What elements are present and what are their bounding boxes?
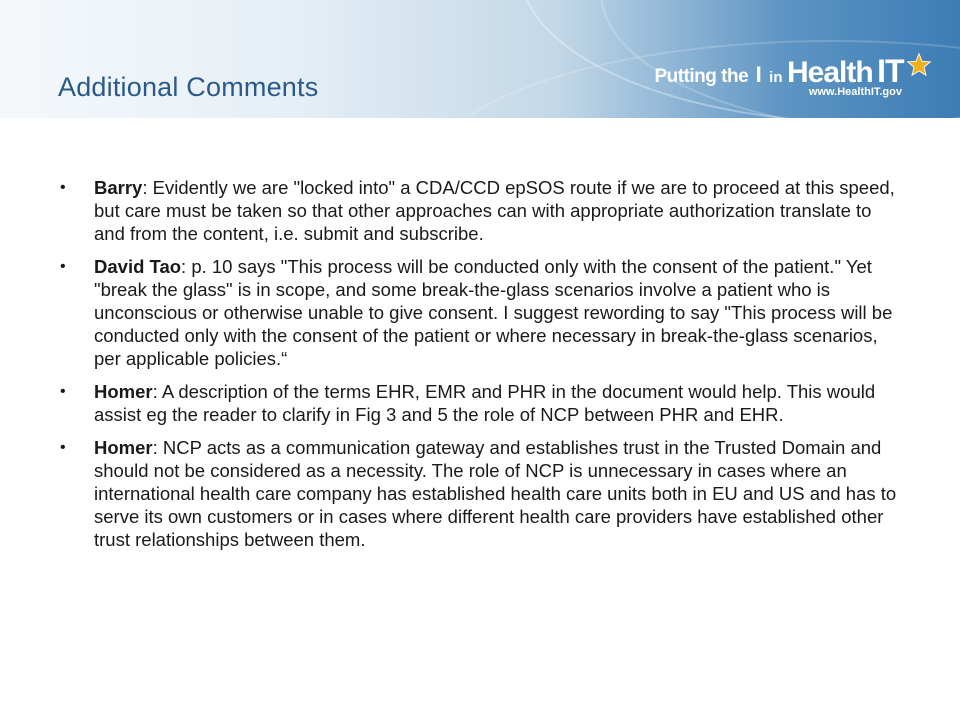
comment-text: : A description of the terms EHR, EMR and PHR in the document would help. This would assist eg the reader to clarify in Fig 3 and 5 the role of NCP between PHR and EHR.	[94, 381, 876, 425]
logo-it-text: IT	[877, 53, 904, 89]
slide-title: Additional Comments	[58, 72, 319, 102]
comment-speaker: David Tao	[94, 256, 182, 277]
comment-speaker: Homer	[94, 437, 153, 458]
logo-putting-text: Putting the	[654, 66, 749, 87]
comment-text: : p. 10 says "This process will be conducted only with the consent of the patient." Yet "break the glass" is in scope, and some break-the-glass scenarios involve a patient who is unconscious or otherwise unable to give consent. I suggest rewording to say "This process will be conducted only with the consent of the patient or where necessary in break-the-glass scenarios, per applicable policies.“	[94, 256, 893, 369]
comment-speaker: Homer	[94, 381, 153, 402]
comment-item	[56, 380, 906, 426]
comment-item	[56, 255, 906, 370]
bullet-icon: •	[60, 439, 66, 456]
bullet-icon: •	[60, 383, 66, 400]
comment-text: : Evidently we are "locked into" a CDA/CCD epSOS route if we are to proceed at this speed, but care must be taken so that other approaches can with appropriate authorization translate to and from the content, i.e. submit and subscribe.	[94, 177, 895, 244]
comments-content	[56, 176, 906, 561]
logo-in-text: in	[769, 69, 783, 86]
logo-i-text: I	[755, 62, 762, 87]
healthit-logo	[642, 52, 932, 104]
comment-item	[56, 436, 906, 551]
bullet-icon: •	[60, 258, 66, 275]
comments-list	[56, 176, 906, 551]
comment-text: : NCP acts as a communication gateway and establishes trust in the Trusted Domain and should not be considered as a necessity. The role of NCP is unnecessary in cases where an international health care company has established health care units both in EU and US and has to serve its own customers or in cases where different health care providers have established other trust relationships between them.	[94, 437, 897, 550]
comment-speaker: Barry	[94, 177, 143, 198]
bullet-icon: •	[60, 179, 66, 196]
star-icon	[906, 52, 932, 78]
logo-url-text: www.HealthIT.gov	[808, 86, 902, 98]
comment-item	[56, 176, 906, 245]
logo-health-text: Health	[786, 56, 873, 89]
